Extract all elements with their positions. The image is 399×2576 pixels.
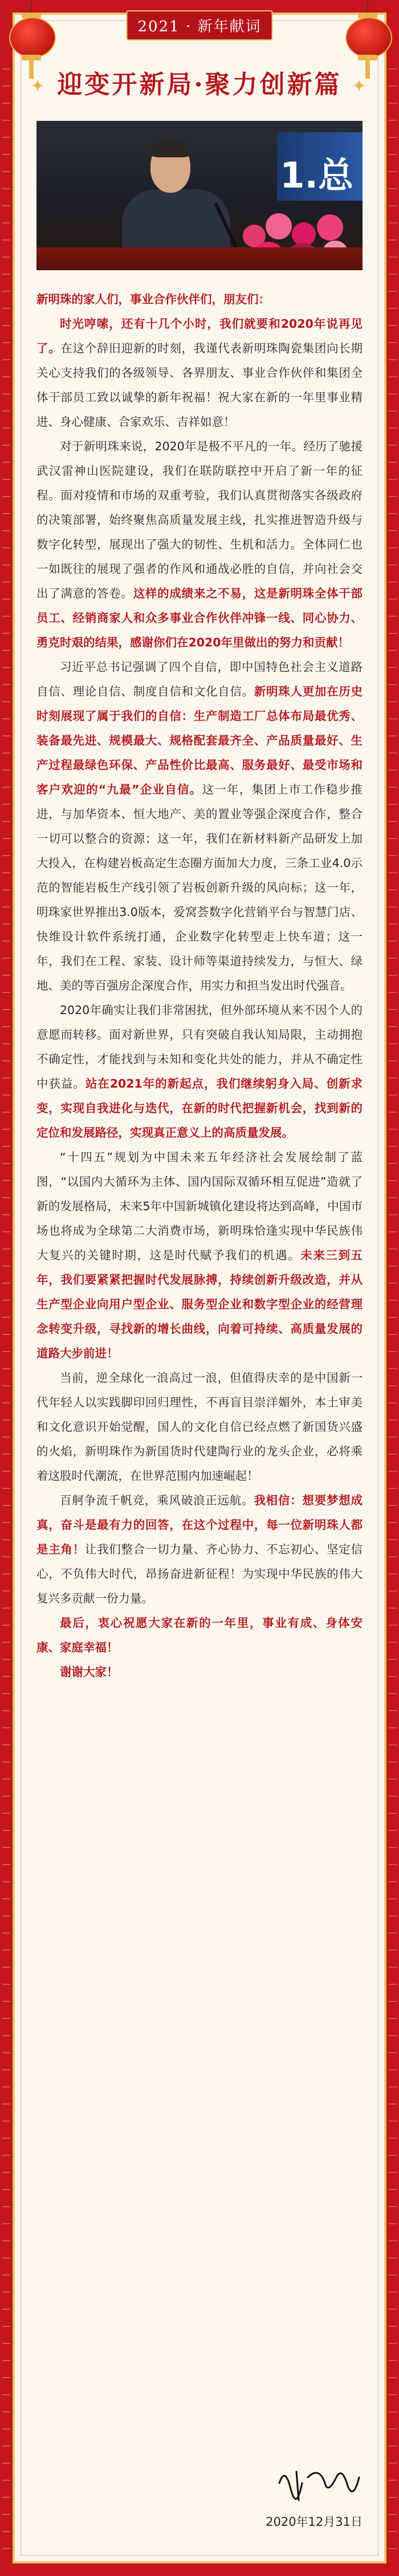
paragraph-2 [36, 434, 363, 655]
p5-segment: 未来三到五年，我们要紧紧把握时代发展脉搏，持续创新升级改造，并从生产型企业向用户型企业、服务型企业和数字型企业的经营理念转变升级，寻找新的增长曲线，向着可持续、高质量发展的道路大步前进！ [36, 1248, 363, 1360]
podium [36, 247, 363, 270]
p4-segment: 2020年确实让我们非常困扰，但外部环境从来不因个人的意愿而转移。面对新世界，只有突破自我认知局限，主动拥抱不确定性，才能找到与未知和变化共处的能力，并从不确定性中获益。 [36, 1003, 363, 1090]
star-left-icon: ✦ [31, 78, 46, 95]
p4-segment: 站在2021年的新起点，我们继续躬身入局、创新求变，实现自我进化与迭代，在新的时代把握新机会，找到新的定位和发展路径，实现真正意义上的高质量发展。 [36, 1077, 363, 1140]
letter-date: 2020年12月31日 [266, 2515, 363, 2529]
letter-greeting: 新明珠的家人们，事业合作伙伴们，朋友们： [36, 292, 270, 306]
p7-segment: 我相信：想要梦想成真，奋斗是最有力的回答，在这个过程中，每一位新明珠人都是主角！ [36, 1493, 363, 1556]
paragraph-7 [36, 1488, 363, 1611]
paragraph-6 [36, 1366, 363, 1488]
thanks: 谢谢大家！ [60, 1665, 119, 1679]
closing-wish: 最后，衷心祝愿大家在新的一年里，事业有成、身体安康、家庭幸福！ [36, 1616, 363, 1654]
star-right-icon: ✦ [352, 78, 368, 95]
p2-segment: 对于新明珠来说，2020年是极不平凡的一年。经历了驰援武汉雷神山医院建设，我们在联防联控中开启了新一年的征程。面对疫情和市场的双重考验，我们认真贯彻落实各级政府的决策部署，始终聚焦高质量发展主线，扎实推进智造升级与数字化转型，展现出了强大的韧性、生机和活力。全体同仁也一如既往的展现了强者的作风和通战必胜的自信，并向社会交出了满意的答卷。 [36, 439, 363, 600]
left-border-pattern [2, 68, 10, 2565]
handwritten-signature [274, 2460, 365, 2506]
paragraph-4 [36, 998, 363, 1145]
p6-segment: 当前，逆全球化一浪高过一浪，但值得庆幸的是中国新一代年轻人以实践脚印回归理性，不再盲目崇洋媚外，本土审美和文化意识开始觉醒，国人的文化自信已经点燃了新国货兴盛的火焰，新明珠作为新国货时代建陶行业的龙头企业，必将乘着这股时代潮流，在世界范围内加速崛起！ [36, 1371, 363, 1483]
letter-body [36, 287, 363, 1684]
speaker-photo [36, 121, 363, 270]
p3-segment: 习近平总书记强调了四个自信，即中国特色社会主义道路自信、理论自信、制度自信和文化自信。 [36, 660, 363, 698]
p7-segment: 让我们整合一切力量、齐心协力、不忘初心、坚定信心，不负伟大时代，昂扬奋进新征程！为实现中华民族的伟大复兴多贡献一份力量。 [36, 1543, 363, 1605]
right-border-pattern [389, 68, 397, 2565]
p7-segment: 百舸争流千帆竞，乘风破浪正远航。 [60, 1493, 254, 1507]
photo-screen-text: 1.总 [280, 154, 353, 196]
p1-segment: 时光哼嗦，还有十几个小时，我们就要和2020年说再见了。 [36, 317, 363, 355]
paragraph-9 [36, 1660, 363, 1684]
p3-segment: 这一年，集团上市工作稳步推进，与加华资本、恒大地产、美的置业等强企深度合作，整合一切可以整合的资源；这一年，我们在新材料新产品研发上加大投入，在构建岩板高定生态圈方面加大力度，三条工业4.0示范的智能岩板生产线引领了岩板创新升级的风向标；这一年，明珠家世界推出3.0版本，爱窝荟数字化营销平台与智慧门店、快维设计软件系统打通，企业数字化转型走上快车道；这一年，我们在工程、家装、设计师等渠道持续发力，与恒大、绿地、美的等百强房企深度合作，用实力和担当发出时代强音。 [36, 783, 363, 992]
p2-segment: 这样的成绩来之不易，这是新明珠全体干部员工、经销商家人和众多事业合作伙伴冲锋一线、同心协力、勇克时艰的结果，感谢你们在2020年里做出的努力和贡献！ [36, 587, 363, 649]
new-year-badge: 2021 · 新年献词 [127, 10, 273, 40]
page-title [0, 64, 399, 100]
p3-segment: 新明珠人更加在历史时刻展现了属于我们的自信：生产制造工厂总体布局最优秀、装备最先进、规模最大、规格配套最齐全、产品质量最好、生产过程最绿色环保、产品性价比最高、服务最好、最受市场和客户欢迎的“九最”企业自信。 [36, 685, 363, 796]
paragraph-8 [36, 1611, 363, 1660]
p1-segment: 在这个辞旧迎新的时刻，我谨代表新明珠陶瓷集团向长期关心支持我们的各级领导、各界朋友、事业合作伙伴和集团全体干部员工致以诚挚的新年祝福！祝大家在新的一年里事业精进、身心健康、合家欢乐、吉祥如意！ [36, 341, 363, 429]
paragraph-1 [36, 312, 363, 434]
speaker-hair [150, 140, 190, 157]
p5-segment: “十四五”规划为中国未来五年经济社会发展绘制了蓝图，“以国内大循环为主体、国内国际双循环相互促进”造就了新的发展格局，未来5年中国新城镇化建设将达到高峰，中国市场也将成为全球第二大消费市场，新明珠恰逢实现中华民族伟大复兴的关键时期，这是时代赋予我们的机遇。 [36, 1150, 363, 1262]
title-text: 迎变开新局·聚力创新篇 [57, 70, 342, 99]
paragraph-5 [36, 1145, 363, 1366]
paragraph-3 [36, 655, 363, 998]
